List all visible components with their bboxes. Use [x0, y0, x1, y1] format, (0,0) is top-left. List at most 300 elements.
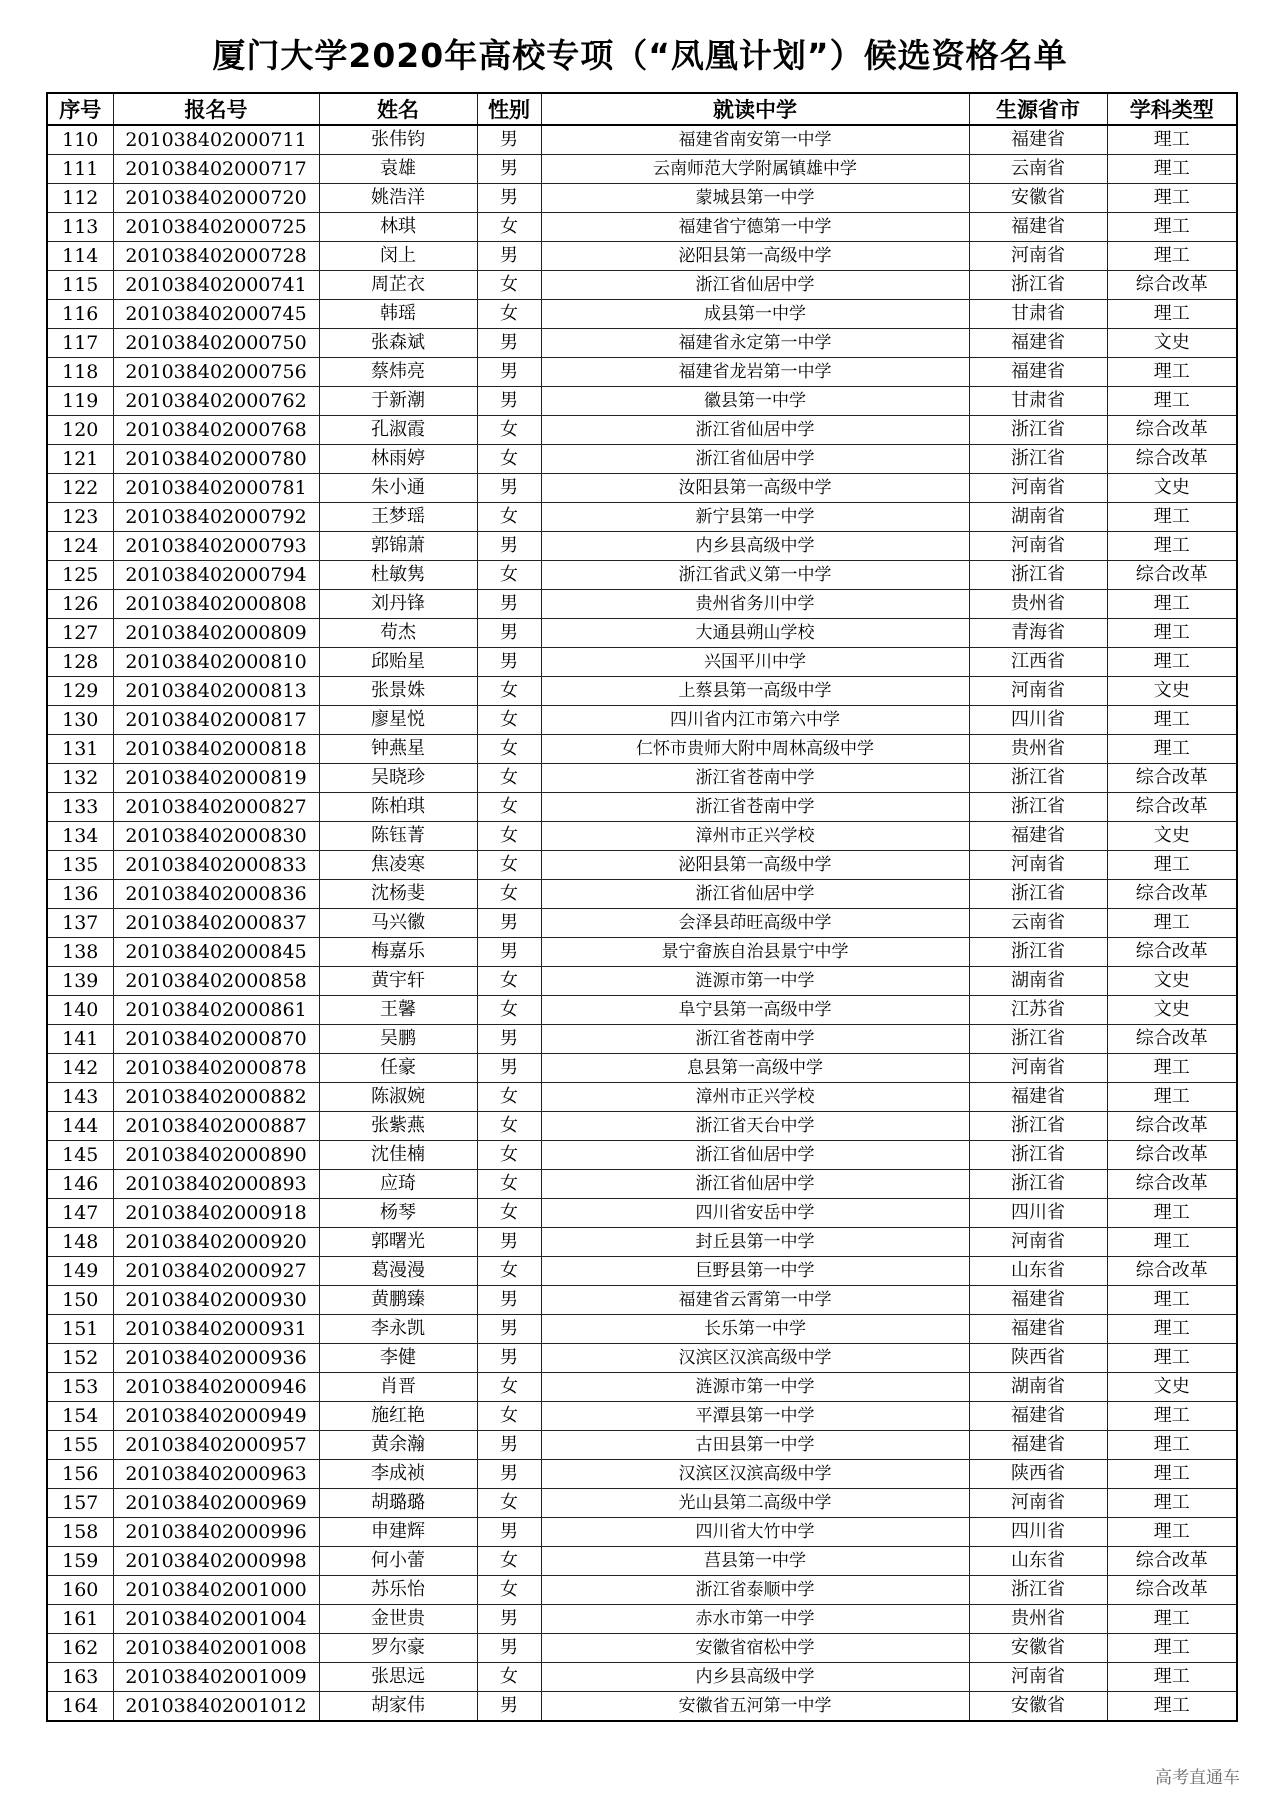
subject-type-cell: 理工	[1107, 1083, 1237, 1112]
school-cell: 浙江省仙居中学	[541, 1170, 969, 1199]
school-cell: 云南师范大学附属镇雄中学	[541, 155, 969, 184]
index-cell: 159	[47, 1547, 113, 1576]
name-cell: 袁雄	[319, 155, 477, 184]
index-cell: 141	[47, 1025, 113, 1054]
registration-number-cell: 201038402001012	[113, 1692, 319, 1722]
gender-cell: 男	[477, 242, 541, 271]
province-cell: 河南省	[969, 1054, 1107, 1083]
school-cell: 安徽省宿松中学	[541, 1634, 969, 1663]
province-cell: 浙江省	[969, 938, 1107, 967]
registration-number-cell: 201038402000878	[113, 1054, 319, 1083]
subject-type-cell: 综合改革	[1107, 1112, 1237, 1141]
school-cell: 会泽县茚旺高级中学	[541, 909, 969, 938]
gender-cell: 男	[477, 619, 541, 648]
table-row	[47, 1286, 1237, 1315]
province-cell: 福建省	[969, 1083, 1107, 1112]
index-cell: 134	[47, 822, 113, 851]
name-cell: 苟杰	[319, 619, 477, 648]
gender-cell: 女	[477, 1402, 541, 1431]
index-cell: 140	[47, 996, 113, 1025]
name-cell: 杨琴	[319, 1199, 477, 1228]
gender-cell: 女	[477, 706, 541, 735]
table-row	[47, 1054, 1237, 1083]
name-cell: 申建辉	[319, 1518, 477, 1547]
province-cell: 江西省	[969, 648, 1107, 677]
subject-type-cell: 理工	[1107, 242, 1237, 271]
school-cell: 古田县第一中学	[541, 1431, 969, 1460]
school-cell: 成县第一中学	[541, 300, 969, 329]
name-cell: 苏乐怡	[319, 1576, 477, 1605]
name-cell: 李成祯	[319, 1460, 477, 1489]
table-row	[47, 1692, 1237, 1722]
gender-cell: 女	[477, 1141, 541, 1170]
name-cell: 陈柏琪	[319, 793, 477, 822]
province-cell: 四川省	[969, 1518, 1107, 1547]
table-row	[47, 1518, 1237, 1547]
table-row	[47, 184, 1237, 213]
header-name: 姓名	[319, 93, 477, 125]
subject-type-cell: 理工	[1107, 1663, 1237, 1692]
province-cell: 湖南省	[969, 503, 1107, 532]
table-row	[47, 1547, 1237, 1576]
registration-number-cell: 201038402000793	[113, 532, 319, 561]
registration-number-cell: 201038402000813	[113, 677, 319, 706]
table-header-row	[47, 93, 1237, 125]
subject-type-cell: 理工	[1107, 1315, 1237, 1344]
subject-type-cell: 综合改革	[1107, 1141, 1237, 1170]
province-cell: 浙江省	[969, 271, 1107, 300]
index-cell: 118	[47, 358, 113, 387]
index-cell: 127	[47, 619, 113, 648]
school-cell: 安徽省五河第一中学	[541, 1692, 969, 1722]
header-school: 就读中学	[541, 93, 969, 125]
name-cell: 金世贵	[319, 1605, 477, 1634]
table-row	[47, 503, 1237, 532]
subject-type-cell: 理工	[1107, 300, 1237, 329]
table-row	[47, 1431, 1237, 1460]
registration-number-cell: 201038402000845	[113, 938, 319, 967]
province-cell: 湖南省	[969, 1373, 1107, 1402]
index-cell: 115	[47, 271, 113, 300]
registration-number-cell: 201038402000946	[113, 1373, 319, 1402]
gender-cell: 男	[477, 648, 541, 677]
registration-number-cell: 201038402000887	[113, 1112, 319, 1141]
name-cell: 施红艳	[319, 1402, 477, 1431]
school-cell: 仁怀市贵师大附中周林高级中学	[541, 735, 969, 764]
name-cell: 应琦	[319, 1170, 477, 1199]
table-row	[47, 1315, 1237, 1344]
subject-type-cell: 理工	[1107, 1431, 1237, 1460]
registration-number-cell: 201038402000808	[113, 590, 319, 619]
table-row	[47, 851, 1237, 880]
school-cell: 四川省安岳中学	[541, 1199, 969, 1228]
province-cell: 山东省	[969, 1257, 1107, 1286]
province-cell: 安徽省	[969, 1634, 1107, 1663]
gender-cell: 男	[477, 1605, 541, 1634]
page-title: 厦门大学2020年高校专项（“凤凰计划”）候选资格名单	[212, 36, 1068, 75]
index-cell: 131	[47, 735, 113, 764]
school-cell: 封丘县第一中学	[541, 1228, 969, 1257]
name-cell: 周芷衣	[319, 271, 477, 300]
school-cell: 浙江省天台中学	[541, 1112, 969, 1141]
name-cell: 王馨	[319, 996, 477, 1025]
school-cell: 浙江省仙居中学	[541, 445, 969, 474]
school-cell: 长乐第一中学	[541, 1315, 969, 1344]
registration-number-cell: 201038402000920	[113, 1228, 319, 1257]
gender-cell: 女	[477, 1199, 541, 1228]
subject-type-cell: 文史	[1107, 967, 1237, 996]
index-cell: 161	[47, 1605, 113, 1634]
registration-number-cell: 201038402000836	[113, 880, 319, 909]
school-cell: 浙江省仙居中学	[541, 271, 969, 300]
gender-cell: 男	[477, 938, 541, 967]
index-cell: 154	[47, 1402, 113, 1431]
subject-type-cell: 理工	[1107, 387, 1237, 416]
school-cell: 福建省南安第一中学	[541, 125, 969, 155]
table-row	[47, 996, 1237, 1025]
subject-type-cell: 综合改革	[1107, 561, 1237, 590]
header-gender: 性别	[477, 93, 541, 125]
subject-type-cell: 理工	[1107, 1228, 1237, 1257]
registration-number-cell: 201038402000882	[113, 1083, 319, 1112]
gender-cell: 女	[477, 996, 541, 1025]
school-cell: 泌阳县第一高级中学	[541, 242, 969, 271]
subject-type-cell: 理工	[1107, 1199, 1237, 1228]
province-cell: 浙江省	[969, 764, 1107, 793]
name-cell: 陈钰菁	[319, 822, 477, 851]
gender-cell: 女	[477, 1257, 541, 1286]
index-cell: 114	[47, 242, 113, 271]
index-cell: 132	[47, 764, 113, 793]
table-row	[47, 1112, 1237, 1141]
registration-number-cell: 201038402000750	[113, 329, 319, 358]
school-cell: 涟源市第一中学	[541, 1373, 969, 1402]
subject-type-cell: 理工	[1107, 1605, 1237, 1634]
registration-number-cell: 201038402001004	[113, 1605, 319, 1634]
name-cell: 吴晓珍	[319, 764, 477, 793]
table-row	[47, 387, 1237, 416]
province-cell: 贵州省	[969, 590, 1107, 619]
index-cell: 146	[47, 1170, 113, 1199]
registration-number-cell: 201038402001000	[113, 1576, 319, 1605]
school-cell: 赤水市第一中学	[541, 1605, 969, 1634]
subject-type-cell: 理工	[1107, 1692, 1237, 1722]
school-cell: 汉滨区汉滨高级中学	[541, 1344, 969, 1373]
school-cell: 涟源市第一中学	[541, 967, 969, 996]
registration-number-cell: 201038402001008	[113, 1634, 319, 1663]
registration-number-cell: 201038402000936	[113, 1344, 319, 1373]
table-row	[47, 1083, 1237, 1112]
name-cell: 刘丹锋	[319, 590, 477, 619]
registration-number-cell: 201038402000720	[113, 184, 319, 213]
index-cell: 142	[47, 1054, 113, 1083]
name-cell: 黄宇轩	[319, 967, 477, 996]
index-cell: 138	[47, 938, 113, 967]
index-cell: 156	[47, 1460, 113, 1489]
index-cell: 130	[47, 706, 113, 735]
gender-cell: 男	[477, 532, 541, 561]
province-cell: 福建省	[969, 358, 1107, 387]
subject-type-cell: 综合改革	[1107, 793, 1237, 822]
province-cell: 浙江省	[969, 416, 1107, 445]
index-cell: 125	[47, 561, 113, 590]
subject-type-cell: 理工	[1107, 1286, 1237, 1315]
school-cell: 浙江省仙居中学	[541, 880, 969, 909]
gender-cell: 女	[477, 561, 541, 590]
index-cell: 116	[47, 300, 113, 329]
table-row	[47, 735, 1237, 764]
name-cell: 何小蕾	[319, 1547, 477, 1576]
table-row	[47, 1460, 1237, 1489]
subject-type-cell: 文史	[1107, 822, 1237, 851]
province-cell: 浙江省	[969, 445, 1107, 474]
province-cell: 浙江省	[969, 561, 1107, 590]
name-cell: 林琪	[319, 213, 477, 242]
registration-number-cell: 201038402000969	[113, 1489, 319, 1518]
province-cell: 甘肃省	[969, 300, 1107, 329]
province-cell: 河南省	[969, 677, 1107, 706]
gender-cell: 男	[477, 909, 541, 938]
table-row	[47, 1344, 1237, 1373]
index-cell: 139	[47, 967, 113, 996]
subject-type-cell: 理工	[1107, 851, 1237, 880]
subject-type-cell: 文史	[1107, 1373, 1237, 1402]
school-cell: 徽县第一中学	[541, 387, 969, 416]
name-cell: 张思远	[319, 1663, 477, 1692]
school-cell: 内乡县高级中学	[541, 532, 969, 561]
name-cell: 张森斌	[319, 329, 477, 358]
index-cell: 121	[47, 445, 113, 474]
subject-type-cell: 理工	[1107, 706, 1237, 735]
table-row	[47, 1634, 1237, 1663]
index-cell: 143	[47, 1083, 113, 1112]
registration-number-cell: 201038402000957	[113, 1431, 319, 1460]
header-subject-type: 学科类型	[1107, 93, 1237, 125]
name-cell: 张景姝	[319, 677, 477, 706]
subject-type-cell: 理工	[1107, 1489, 1237, 1518]
gender-cell: 男	[477, 184, 541, 213]
table-row	[47, 1489, 1237, 1518]
registration-number-cell: 201038402000890	[113, 1141, 319, 1170]
table-row	[47, 213, 1237, 242]
province-cell: 河南省	[969, 1489, 1107, 1518]
table-body	[47, 125, 1237, 1721]
name-cell: 韩瑶	[319, 300, 477, 329]
province-cell: 安徽省	[969, 1692, 1107, 1722]
gender-cell: 男	[477, 329, 541, 358]
school-cell: 浙江省泰顺中学	[541, 1576, 969, 1605]
table-row	[47, 445, 1237, 474]
province-cell: 四川省	[969, 1199, 1107, 1228]
subject-type-cell: 理工	[1107, 503, 1237, 532]
gender-cell: 男	[477, 1054, 541, 1083]
school-cell: 蒙城县第一中学	[541, 184, 969, 213]
table-row	[47, 271, 1237, 300]
index-cell: 136	[47, 880, 113, 909]
gender-cell: 女	[477, 677, 541, 706]
registration-number-cell: 201038402000931	[113, 1315, 319, 1344]
school-cell: 浙江省苍南中学	[541, 764, 969, 793]
subject-type-cell: 综合改革	[1107, 1025, 1237, 1054]
index-cell: 119	[47, 387, 113, 416]
table-row	[47, 416, 1237, 445]
province-cell: 贵州省	[969, 1605, 1107, 1634]
index-cell: 111	[47, 155, 113, 184]
school-cell: 新宁县第一中学	[541, 503, 969, 532]
index-cell: 126	[47, 590, 113, 619]
index-cell: 162	[47, 1634, 113, 1663]
registration-number-cell: 201038402000728	[113, 242, 319, 271]
gender-cell: 男	[477, 1460, 541, 1489]
gender-cell: 女	[477, 1576, 541, 1605]
table-row	[47, 793, 1237, 822]
registration-number-cell: 201038402001009	[113, 1663, 319, 1692]
name-cell: 马兴徽	[319, 909, 477, 938]
gender-cell: 女	[477, 735, 541, 764]
index-cell: 164	[47, 1692, 113, 1722]
subject-type-cell: 理工	[1107, 735, 1237, 764]
name-cell: 陈淑婉	[319, 1083, 477, 1112]
province-cell: 浙江省	[969, 1112, 1107, 1141]
table-row	[47, 561, 1237, 590]
index-cell: 163	[47, 1663, 113, 1692]
table-row	[47, 880, 1237, 909]
gender-cell: 女	[477, 793, 541, 822]
subject-type-cell: 理工	[1107, 358, 1237, 387]
table-row	[47, 590, 1237, 619]
registration-number-cell: 201038402000930	[113, 1286, 319, 1315]
table-row	[47, 1199, 1237, 1228]
school-cell: 四川省内江市第六中学	[541, 706, 969, 735]
school-cell: 大通县朔山学校	[541, 619, 969, 648]
subject-type-cell: 综合改革	[1107, 1257, 1237, 1286]
province-cell: 湖南省	[969, 967, 1107, 996]
gender-cell: 男	[477, 1228, 541, 1257]
index-cell: 124	[47, 532, 113, 561]
gender-cell: 男	[477, 125, 541, 155]
province-cell: 浙江省	[969, 1025, 1107, 1054]
subject-type-cell: 综合改革	[1107, 271, 1237, 300]
index-cell: 152	[47, 1344, 113, 1373]
table-row	[47, 967, 1237, 996]
school-cell: 内乡县高级中学	[541, 1663, 969, 1692]
registration-number-cell: 201038402000762	[113, 387, 319, 416]
gender-cell: 女	[477, 764, 541, 793]
table-row	[47, 1663, 1237, 1692]
subject-type-cell: 文史	[1107, 996, 1237, 1025]
school-cell: 福建省龙岩第一中学	[541, 358, 969, 387]
name-cell: 林雨婷	[319, 445, 477, 474]
gender-cell: 男	[477, 590, 541, 619]
registration-number-cell: 201038402000819	[113, 764, 319, 793]
index-cell: 155	[47, 1431, 113, 1460]
registration-number-cell: 201038402000858	[113, 967, 319, 996]
registration-number-cell: 201038402000837	[113, 909, 319, 938]
gender-cell: 女	[477, 213, 541, 242]
index-cell: 117	[47, 329, 113, 358]
school-cell: 阜宁县第一高级中学	[541, 996, 969, 1025]
table-row	[47, 706, 1237, 735]
registration-number-cell: 201038402000927	[113, 1257, 319, 1286]
name-cell: 李永凯	[319, 1315, 477, 1344]
index-cell: 151	[47, 1315, 113, 1344]
school-cell: 贵州省务川中学	[541, 590, 969, 619]
registration-number-cell: 201038402000817	[113, 706, 319, 735]
watermark-text: 高考直通车	[1155, 1768, 1240, 1788]
name-cell: 罗尔豪	[319, 1634, 477, 1663]
index-cell: 149	[47, 1257, 113, 1286]
subject-type-cell: 综合改革	[1107, 1576, 1237, 1605]
subject-type-cell: 综合改革	[1107, 938, 1237, 967]
gender-cell: 女	[477, 300, 541, 329]
province-cell: 河南省	[969, 532, 1107, 561]
index-cell: 145	[47, 1141, 113, 1170]
index-cell: 129	[47, 677, 113, 706]
gender-cell: 女	[477, 967, 541, 996]
table-row	[47, 155, 1237, 184]
school-cell: 莒县第一中学	[541, 1547, 969, 1576]
index-cell: 112	[47, 184, 113, 213]
registration-number-cell: 201038402000745	[113, 300, 319, 329]
school-cell: 泌阳县第一高级中学	[541, 851, 969, 880]
table-row	[47, 822, 1237, 851]
subject-type-cell: 综合改革	[1107, 1170, 1237, 1199]
subject-type-cell: 理工	[1107, 1634, 1237, 1663]
registration-number-cell: 201038402000827	[113, 793, 319, 822]
table-row	[47, 619, 1237, 648]
province-cell: 福建省	[969, 1286, 1107, 1315]
school-cell: 福建省云霄第一中学	[541, 1286, 969, 1315]
table-row	[47, 938, 1237, 967]
name-cell: 黄余瀚	[319, 1431, 477, 1460]
gender-cell: 男	[477, 155, 541, 184]
name-cell: 张紫燕	[319, 1112, 477, 1141]
registration-number-cell: 201038402000725	[113, 213, 319, 242]
subject-type-cell: 理工	[1107, 532, 1237, 561]
name-cell: 梅嘉乐	[319, 938, 477, 967]
name-cell: 郭锦萧	[319, 532, 477, 561]
gender-cell: 女	[477, 1373, 541, 1402]
name-cell: 钟燕星	[319, 735, 477, 764]
province-cell: 福建省	[969, 822, 1107, 851]
registration-number-cell: 201038402000818	[113, 735, 319, 764]
school-cell: 景宁畲族自治县景宁中学	[541, 938, 969, 967]
table-row	[47, 1576, 1237, 1605]
name-cell: 任豪	[319, 1054, 477, 1083]
name-cell: 闵上	[319, 242, 477, 271]
table-row	[47, 909, 1237, 938]
name-cell: 葛漫漫	[319, 1257, 477, 1286]
name-cell: 郭曙光	[319, 1228, 477, 1257]
name-cell: 于新潮	[319, 387, 477, 416]
subject-type-cell: 理工	[1107, 648, 1237, 677]
name-cell: 王梦瑶	[319, 503, 477, 532]
index-cell: 144	[47, 1112, 113, 1141]
registration-number-cell: 201038402000870	[113, 1025, 319, 1054]
index-cell: 128	[47, 648, 113, 677]
index-cell: 122	[47, 474, 113, 503]
table-row	[47, 1402, 1237, 1431]
province-cell: 河南省	[969, 242, 1107, 271]
table-row	[47, 677, 1237, 706]
school-cell: 漳州市正兴学校	[541, 822, 969, 851]
subject-type-cell: 理工	[1107, 1344, 1237, 1373]
province-cell: 福建省	[969, 125, 1107, 155]
subject-type-cell: 综合改革	[1107, 445, 1237, 474]
school-cell: 汉滨区汉滨高级中学	[541, 1460, 969, 1489]
gender-cell: 男	[477, 1692, 541, 1722]
school-cell: 漳州市正兴学校	[541, 1083, 969, 1112]
